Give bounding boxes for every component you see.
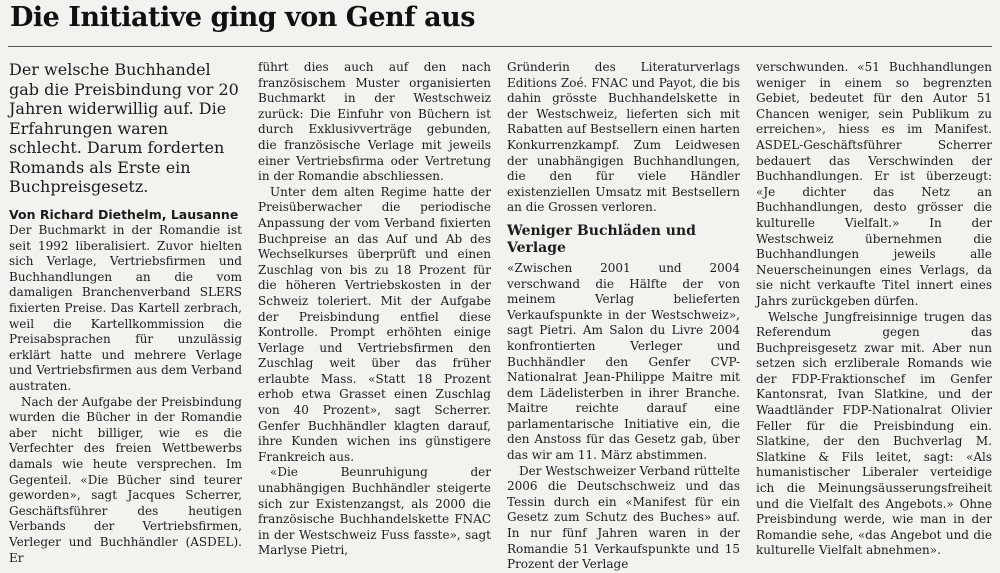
paragraph: «Zwischen 2001 und 2004 verschwand die Hälfte der von meinem Verlag belieferten Verkaufspunkte in der Westschweiz», sagt Pietri. Am Salon du Livre 2004 konfrontierten Verleger und Buchhändler den Genfer CVP-Nationalrat Jean-Philippe Maitre mit dem Lädelisterben in ihrer Branche. Maitre reichte darauf eine parlamentarische Initiative ein, die den Anstoss für das Gesetz gab, über das wir am 11. März abstimmen.	[507, 260, 740, 463]
paragraph: Welsche Jungfreisinnige trugen das Referendum gegen das Buchpreisgesetz zwar mit. Aber nun setzen sich erzliberale Romands wie der FDP-Fraktionschef im Genfer Kantonsrat, Ivan Slatkine, und der Waadtländer FDP-Nationalrat Olivier Feller für die Preisbindung ein. Slatkine, der den Buchverlag M. Slatkine & Fils leitet, sagt: «Als humanistischer Liberaler verteidige ich die Meinungsäusserungsfreiheit und die Vielfalt des Angebots.» Ohne Preisbindung werde, wie man in der Romandie sehe, «das Angebot und die kulturelle Vielfalt abnehmen».	[756, 309, 992, 558]
headline-divider	[8, 46, 992, 47]
paragraph: Nach der Aufgabe der Preisbindung wurden die Bücher in der Romandie aber nicht billiger, wie es die Verfechter des freien Wettbewerbs damals wie heute versprechen. Im Gegenteil. «Die Bücher sind teurer geworden», sagt Jacques Scherrer, Geschäftsführer des heutigen Verbands der Vertriebsfirmen, Verleger und Buchhändler (ASDEL). Er	[9, 394, 242, 565]
paragraph: Unter dem alten Regime hatte der Preisüberwacher die periodische Anpassung der vom Verband fixierten Buchpreise an das Auf und Ab des Wechselkurses überprüft und einen Zuschlag von bis zu 18 Prozent für die höheren Vertriebskosten in der Schweiz toleriert. Mit der Aufgabe der Preisbindung entfiel diese Kontrolle. Prompt erhöhten einige Verlage und Vertriebsfirmen den Zuschlag weit über das früher erlaubte Mass. «Statt 18 Prozent erhob etwa Grasset einen Zuschlag von 40 Prozent», sagt Scherrer. Genfer Buchhändler klagten darauf, ihre Kunden wichen ins günstigere Frankreich aus.	[258, 184, 491, 464]
paragraph: Der Westschweizer Verband rüttelte 2006 die Deutschschweiz und das Tessin durch ein «Manifest für ein Gesetz zum Schutz des Buches» auf. In nur fünf Jahren waren in der Romandie 51 Verkaufspunkte und 15 Prozent der Verlage	[507, 463, 740, 572]
paragraph: Gründerin des Literaturverlags Editions Zoé. FNAC und Payot, die bis dahin grösste Buchhandelskette in der Westschweiz, lieferten sich mit Rabatten auf Bestsellern einen harten Konkurrenzkampf. Zum Leidwesen der unabhängigen Buchhandlungen, die den für viele Händler existenziellen Umsatz mit Bestsellern an die Grossen verloren.	[507, 60, 740, 215]
article-byline: Von Richard Diethelm, Lausanne	[9, 206, 239, 222]
article-column-4	[756, 60, 992, 559]
article-column-2	[258, 60, 491, 559]
article-column-3	[507, 60, 740, 573]
paragraph: «Die Beunruhigung der unabhängigen Buchhändler steigerte sich zur Existenzangst, als 2000 die französische Buchhandelskette FNAC in der Westschweiz Fuss fasste», sagt Marlyse Pietri,	[258, 465, 491, 558]
paragraph: Der Buchmarkt in der Romandie ist seit 1992 liberalisiert. Zuvor hielten sich Verlage, Vertriebsfirmen und Buchhandlungen an die vom damaligen Branchenverband SLERS fixierten Preise. Das Kartell zerbrach, weil die Kartellkommission die Preisabsprachen für unzulässig erklärt hatte und mehrere Verlage und Vertriebsfirmen aus dem Verband austraten.	[9, 223, 242, 394]
paragraph: führt dies auch auf den nach französischem Muster organisierten Buchmarkt in der Westschweiz zurück: Die Einfuhr von Büchern ist durch Exklusivverträge gebunden, die französische Verlage mit jeweils einer Vertriebsfirma oder Vertretung in der Romandie abschliessen.	[258, 60, 491, 184]
article-column-1	[9, 60, 242, 566]
paragraph: verschwunden. «51 Buchhandlungen weniger in einem so begrenzten Gebiet, bedeutet für den Autor 51 Chancen weniger, sein Publikum zu erreichen», hiess es im Manifest. ASDEL-Geschäftsführer Scherrer bedauert das Verschwinden der Buchhandlungen. Er ist überzeugt: «Je dichter das Netz an Buchhandlungen, desto grösser die kulturelle Vielfalt.» In der Westschweiz übernehmen die Buchhandlungen jeweils alle Neuerscheinungen eines Verlags, da sie nicht verkaufte Titel innert eines Jahrs zurückgeben dürfen.	[756, 60, 992, 308]
article-headline: Die Initiative ging von Genf aus	[10, 2, 475, 33]
article-subhead: Weniger Buchläden und Verlage	[507, 222, 696, 256]
article-lead: Der welsche Buchhandel gab die Preisbindung vor 20 Jahren widerwillig auf. Die Erfahrungen waren schlecht. Darum forderten Romands als Erste ein Buchpreisgesetz.	[9, 60, 239, 196]
